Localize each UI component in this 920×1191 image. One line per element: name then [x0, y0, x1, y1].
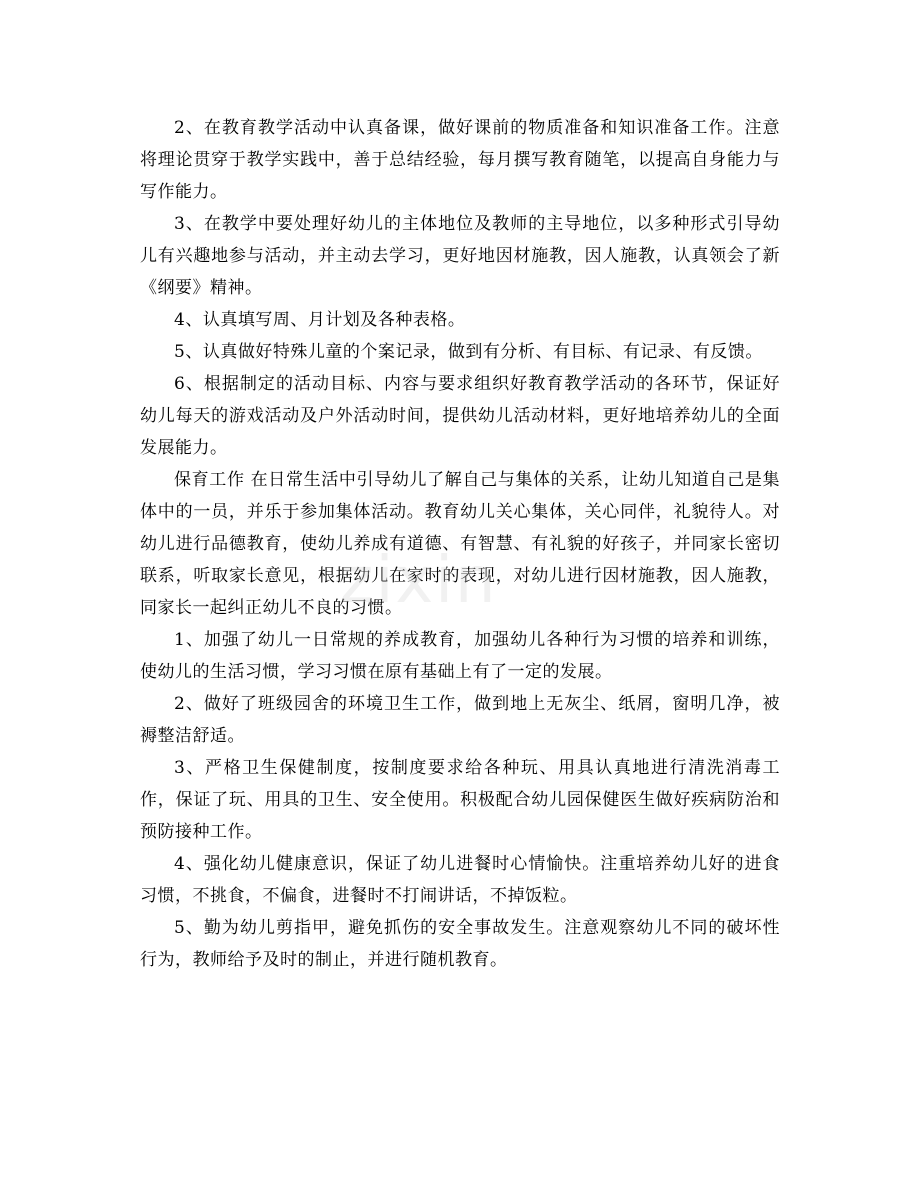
paragraph-daily-routine: 1、加强了幼儿一日常规的养成教育，加强幼儿各种行为习惯的培养和训练，使幼儿的生活习惯，学习习惯在原有基础上有了一定的发展。 [140, 630, 780, 682]
paragraph-care-work: 保育工作 在日常生活中引导幼儿了解自己与集体的关系，让幼儿知道自己是集体中的一员，并乐于参加集体活动。教育幼儿关心集体，关心同伴，礼貌待人。对幼儿进行品德教育，使幼儿养成有道德、有智慧、有礼貌的好孩子，并同家长密切联系，听取家长意见，根据幼儿在家时的表现，对幼儿进行因材施教，因人施教，同家长一起纠正幼儿不良的习惯。 [140, 470, 780, 618]
paragraph-teaching-role: 3、在教学中要处理好幼儿的主体地位及教师的主导地位，以多种形式引导幼儿有兴趣地参与活动，并主动去学习，更好地因材施教，因人施教，认真领会了新《纲要》精神。 [140, 214, 780, 298]
paragraph-case-records: 5、认真做好特殊儿童的个案记录，做到有分析、有目标、有记录、有反馈。 [174, 342, 763, 362]
paragraph-hygiene: 2、做好了班级园舍的环境卫生工作，做到地上无灰尘、纸屑，窗明几净，被褥整洁舒适。 [140, 694, 780, 746]
watermark-logo: zixin [340, 544, 498, 618]
paragraph-weekly-plan: 4、认真填写周、月计划及各种表格。 [174, 310, 466, 330]
paragraph-teaching-prep: 2、在教育教学活动中认真备课，做好课前的物质准备和知识准备工作。注意将理论贯穿于教学实践中，善于总结经验，每月撰写教育随笔，以提高自身能力与写作能力。 [140, 118, 780, 202]
paragraph-health-system: 3、严格卫生保健制度，按制度要求给各种玩、用具认真地进行清洗消毒工作，保证了玩、用具的卫生、安全使用。积极配合幼儿园保健医生做好疾病防治和预防接种工作。 [140, 758, 780, 842]
paragraph-health-awareness: 4、强化幼儿健康意识，保证了幼儿进餐时心情愉快。注重培养幼儿好的进食习惯，不挑食，不偏食，进餐时不打闹讲话，不掉饭粒。 [140, 854, 780, 906]
document-body [140, 112, 780, 976]
paragraph-activity-organization: 6、根据制定的活动目标、内容与要求组织好教育教学活动的各环节，保证好幼儿每天的游戏活动及户外活动时间，提供幼儿活动材料，更好地培养幼儿的全面发展能力。 [140, 374, 780, 458]
paragraph-safety: 5、勤为幼儿剪指甲，避免抓伤的安全事故发生。注意观察幼儿不同的破坏性行为，教师给予及时的制止，并进行随机教育。 [140, 918, 780, 970]
